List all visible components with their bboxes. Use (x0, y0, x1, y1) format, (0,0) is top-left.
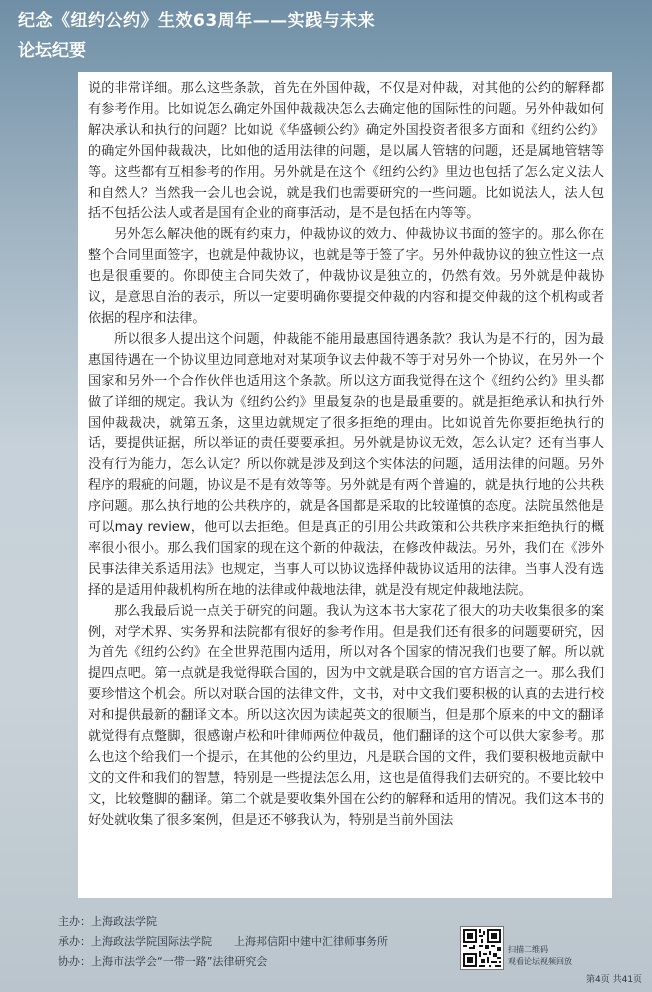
paragraph: 另外怎么解决他的既有约束力，仲裁协议的效力、仲裁协议书面的签字的。那么你在整个合同里面签字，也就是仲裁协议，也就是等于签了字。另外仲裁协议的独立性这一点也是很重要的。你即使主合同失效了，仲裁协议是独立的，仍然有效。另外就是仲裁协议，是意思自治的表示，所以一定要明确你要提交仲裁的内容和提交仲裁的这个机构或者依据的程序和法律。 (88, 227, 604, 326)
organizer-line (58, 932, 388, 952)
qr-code-icon[interactable] (460, 926, 504, 970)
scan-qr-line: 观看论坛视频回放 (508, 957, 572, 966)
page-subtitle: 论坛纪要 (18, 41, 86, 61)
footer-credits (58, 912, 388, 972)
organizer-primary: 承办：上海政法学院国际法学院 (58, 935, 212, 948)
page-header (18, 8, 375, 64)
paragraph: 说的非常详细。那么这些条款，首先在外国仲裁，不仅是对仲裁，对其他的公约的解释都有参考作用。比如说怎么确定外国仲裁裁决怎么去确定他的国际性的问题。另外仲裁如何解决承认和执行的问题？比如说《华盛顿公约》确定外国投资者很多方面和《纽约公约》的确定外国仲裁裁决，比如他的适用法律的问题，是以属人管辖的问题，还是属地管辖等等。这些都有互相参考的作用。另外就是在这个《纽约公约》里边也包括了怎么定义法人和自然人？当然我一会儿也会说，就是我们也需要研究的一些问题。比如说法人，法人包括不包括公法人或者是国有企业的商事活动，是不是包括在内等等。 (88, 81, 604, 222)
paragraph: 所以很多人提出这个问题，仲裁能不能用最惠国待遇条款？我认为是不行的，因为最惠国待遇在一个协议里边同意地对对某项争议去仲裁不等于对另外一个协议，在另外一个国家和另外一个合作伙伴也适用这个条款。所以这方面我觉得在这个《纽约公约》里头都做了详细的规定。我认为《纽约公约》里最复杂的也是最重要的。就是拒绝承认和执行外国仲裁裁决，就第五条，这里边就规定了很多拒绝的理由。比如说首先你要拒绝执行的话，要提供证据，所以举证的责任要要承担。另外就是协议无效，怎么认定？还有当事人没有行为能力，怎么认定？所以你就是涉及到这个实体法的问题，适用法律的问题。另外程序的瑕疵的问题，协议是不是有效等等。另外就是有两个普遍的，就是执行地的公共秩序问题。那么执行地的公共秩序的，就是各国都是采取的比较谨慎的态度。法院虽然他是可以may review，他可以去拒绝。但是真正的引用公共政策和公共秩序来拒绝执行的概率很小很小。那么我们国家的现在这个新的仲裁法，在修改仲裁法。另外，我们在《涉外民事法律关系适用法》也规定，当事人可以协议选择仲裁协议适用的法律。当事人没有选择的是适用仲裁机构所在地的法律或仲裁地法律，就是没有规定仲裁地法院。 (88, 331, 604, 598)
page-title: 纪念《纽约公约》生效63周年——实践与未来 (18, 11, 376, 31)
co-organizer-line: 协办：上海市法学会“一带一路”法律研究会 (58, 955, 268, 968)
paragraph: 那么我最后说一点关于研究的问题。我认为这本书大家花了很大的功夫收集很多的案例，对学术界、实务界和法院都有很好的参考作用。但是我们还有很多的问题要研究，因为首先《纽约公约》在全世界范围内适用，所以对各个国家的情况我们也要了解。所以就提四点吧。第一点就是我觉得联合国的，因为中文就是联合国的官方语言之一。那么我们要珍惜这个机会。所以对联合国的法律文件，文书，对中文我们要积极的认真的去进行校对和提供最新的翻译文本。所以这次因为读起英文的很顺当，但是那个原来的中文的翻译就觉得有点蹩脚，很感谢卢松和叶律师两位仲裁员，他们翻译的这个可以供大家参考。那么也这个给我们一个提示，在其他的公约里边，凡是联合国的文件，我们要积极地贡献中文的文件和我们的智慧，特别是一些提法怎么用，这也是值得我们去研究的。不要比较中文，比较蹩脚的翻译。第二个就是要收集外国在公约的解释和适用的情况。我们这本书的好处就收集了很多案例，但是还不够我认为，特别是当前外国法 (88, 603, 604, 828)
scan-qr-line: 扫描二维码 (508, 945, 548, 954)
page-number: 第4页 共41页 (586, 975, 643, 985)
scan-qr-caption (508, 944, 572, 968)
organizer-secondary: 上海邦信阳中建中汇律师事务所 (234, 935, 388, 948)
document-page (78, 72, 612, 898)
host-line: 主办：上海政法学院 (58, 915, 157, 928)
